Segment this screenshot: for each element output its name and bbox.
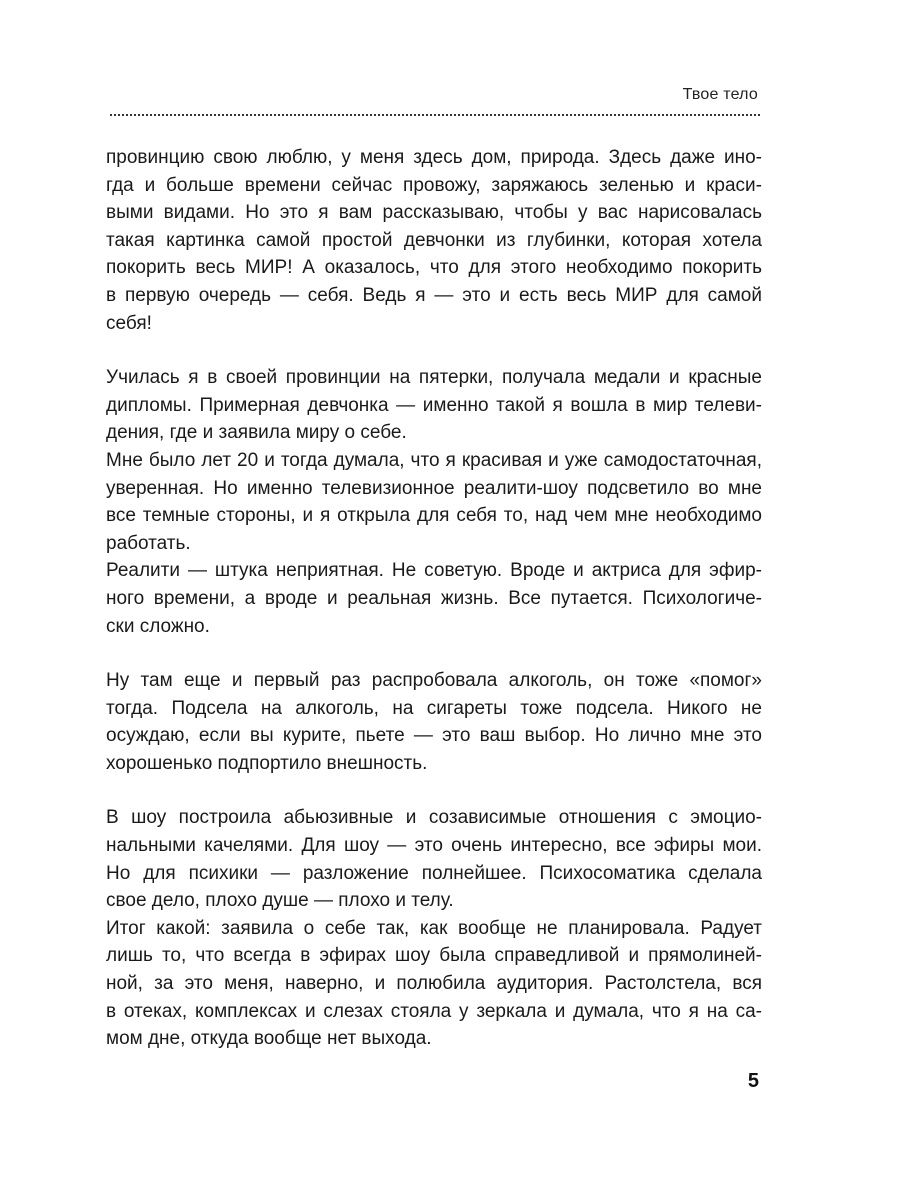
paragraph-6 bbox=[106, 804, 762, 914]
text-line: Училась я в своей провинции на пятерки, получала медали и красные bbox=[106, 367, 762, 389]
paragraph-2 bbox=[106, 364, 762, 447]
text-line: уверенная. Но именно телевизионное реалити-шоу подсветило во мне bbox=[106, 477, 762, 499]
page-number: 5 bbox=[747, 1070, 759, 1092]
text-line: В шоу построила абьюзивные и созависимые отношения с эмоцио- bbox=[106, 807, 762, 829]
page-body bbox=[106, 144, 762, 1053]
text-line: дения, где и заявила миру о себе. bbox=[106, 422, 407, 444]
text-line: выми видами. Но это я вам рассказываю, чтобы у вас нарисовалась bbox=[106, 202, 762, 224]
text-line: все темные стороны, и я открыла для себя то, над чем мне необходимо bbox=[106, 505, 762, 527]
text-line: провинцию свою люблю, у меня здесь дом, природа. Здесь даже ино- bbox=[106, 147, 762, 168]
text-line: ски сложно. bbox=[106, 615, 210, 637]
text-line: Но для психики — разложение полнейшее. Психосоматика сделала bbox=[106, 862, 762, 884]
text-line: ной, за это меня, наверно, и полюбила аудитория. Растолстела, вся bbox=[106, 973, 762, 995]
text-line: лишь то, что всегда в эфирах шоу была справедливой и прямолиней- bbox=[106, 945, 762, 967]
text-line: Реалити — штука неприятная. Не советую. Вроде и актриса для эфир- bbox=[106, 560, 762, 582]
text-line: свое дело, плохо душе — плохо и телу. bbox=[106, 890, 454, 912]
text-line: дипломы. Примерная девчонка — именно такой я вошла в мир телеви- bbox=[106, 394, 762, 416]
running-head-title: Твое тело bbox=[682, 86, 758, 103]
text-line: покорить весь МИР! А оказалось, что для этого необходимо покорить bbox=[106, 257, 762, 279]
text-line: работать. bbox=[106, 532, 191, 554]
text-line: мом дне, откуда вообще нет выхода. bbox=[106, 1028, 432, 1050]
header-dotted-rule bbox=[110, 114, 760, 116]
text-line: тогда. Подсела на алкоголь, на сигареты тоже подсела. Никого не bbox=[106, 697, 762, 719]
text-line: Мне было лет 20 и тогда думала, что я красивая и уже самодостаточная, bbox=[106, 449, 762, 471]
paragraph-1 bbox=[106, 144, 762, 337]
text-line: себя! bbox=[106, 312, 152, 334]
text-line: осуждаю, если вы курите, пьете — это ваш выбор. Но лично мне это bbox=[106, 725, 762, 747]
text-line: хорошенько подпортило внешность. bbox=[106, 752, 428, 774]
text-line: в отеках, комплексах и слезах стояла у зеркала и думала, что я на са- bbox=[106, 1000, 762, 1022]
paragraph-7 bbox=[106, 915, 762, 1053]
text-line: такая картинка самой простой девчонки из глубинки, которая хотела bbox=[106, 229, 762, 251]
paragraph-4 bbox=[106, 557, 762, 640]
text-line: ного времени, а вроде и реальная жизнь. Все путается. Психологиче- bbox=[106, 587, 762, 609]
paragraph-5 bbox=[106, 667, 762, 777]
text-line: в первую очередь — себя. Ведь я — это и есть весь МИР для самой bbox=[106, 284, 762, 306]
text-line: гда и больше времени сейчас провожу, заряжаюсь зеленью и краси- bbox=[106, 174, 762, 196]
text-line: нальными качелями. Для шоу — это очень интересно, все эфиры мои. bbox=[106, 835, 762, 857]
text-line: Ну там еще и первый раз распробовала алкоголь, он тоже «помог» bbox=[106, 670, 762, 692]
text-line: Итог какой: заявила о себе так, как вообще не планировала. Радует bbox=[106, 917, 762, 939]
paragraph-3 bbox=[106, 447, 762, 557]
